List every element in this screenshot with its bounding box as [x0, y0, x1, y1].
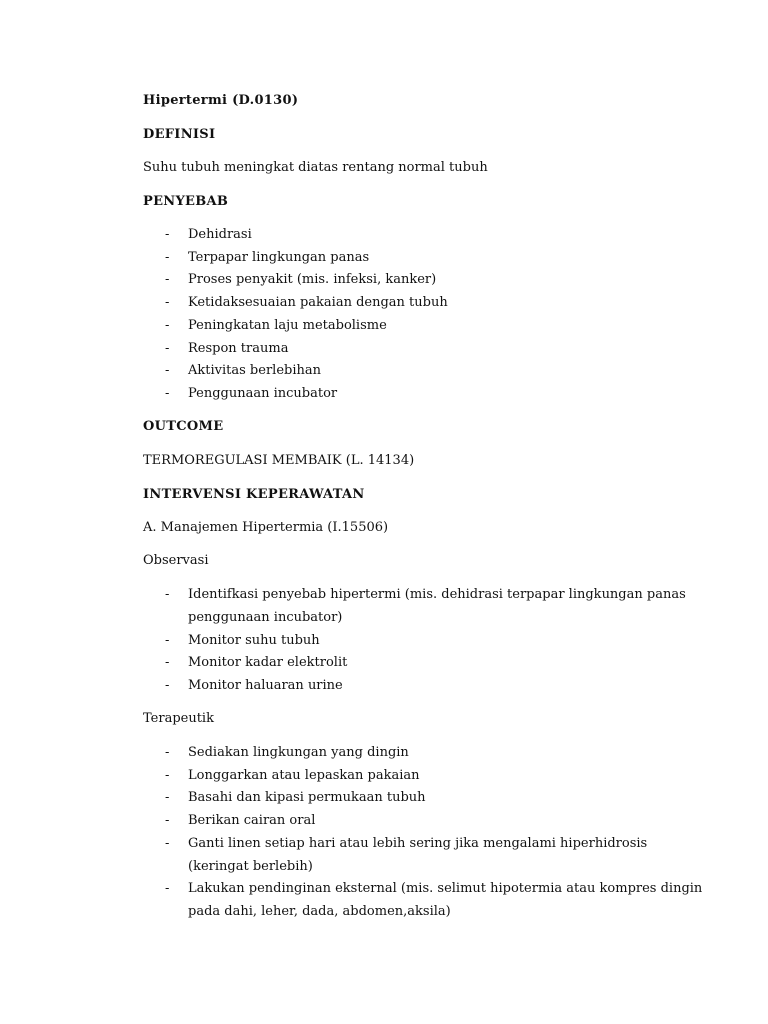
document-title: Hipertermi (D.0130)	[143, 93, 299, 108]
intervensi-heading: INTERVENSI KEPERAWATAN	[143, 487, 365, 502]
outcome-text: TERMOREGULASI MEMBAIK (L. 14134)	[143, 453, 415, 468]
penyebab-heading: PENYEBAB	[143, 194, 229, 209]
definisi-text: Suhu tubuh meningkat diatas rentang normal tubuh	[143, 160, 488, 175]
intervensi-subheading: A. Manajemen Hipertermia (I.15506)	[143, 520, 389, 535]
terapeutik-heading: Terapeutik	[143, 711, 214, 726]
definisi-heading: DEFINISI	[143, 127, 216, 142]
observasi-heading: Observasi	[143, 553, 209, 568]
outcome-heading: OUTCOME	[143, 419, 224, 434]
document-page: Hipertermi (D.0130) DEFINISI Suhu tubuh meningkat diatas rentang normal tubuh PENYEBAB - Dehidrasi - Terpapar lingkungan panas - Proses penyakit (mis. infeksi, kanker) - Ketidaksesuaian pakaian dengan tubuh - Peningkatan laju metabolisme - Respon trauma - Aktivitas berlebihan - Penggunaan incubator OUTCOME TERMOREGULASI MEMBAIK (L. 14134) INTERVENSI KEPERAWATAN A. Manajemen Hipertermia (I.15506) Observasi - Identifkasi penyebab hipertermi (mis. dehidrasi terpapar lingkungan panas penggunaan incubator) - Monitor suhu tubuh - Monitor kadar elektrolit - Monitor haluaran urine Terapeutik - Sediakan lingkungan yang dingin - Longgarkan atau lepaskan pakaian - Basahi dan kipasi permukaan tubuh - Berikan cairan oral - Ganti linen setiap hari atau lebih sering jika mengalami hiperhidrosis (keringat berlebih) - Lakukan pendinginan eksternal (mis. selimut hipotermia atau kompres dingin pada dahi, leher, dada, abdomen,aksila)	[143, 93, 703, 919]
